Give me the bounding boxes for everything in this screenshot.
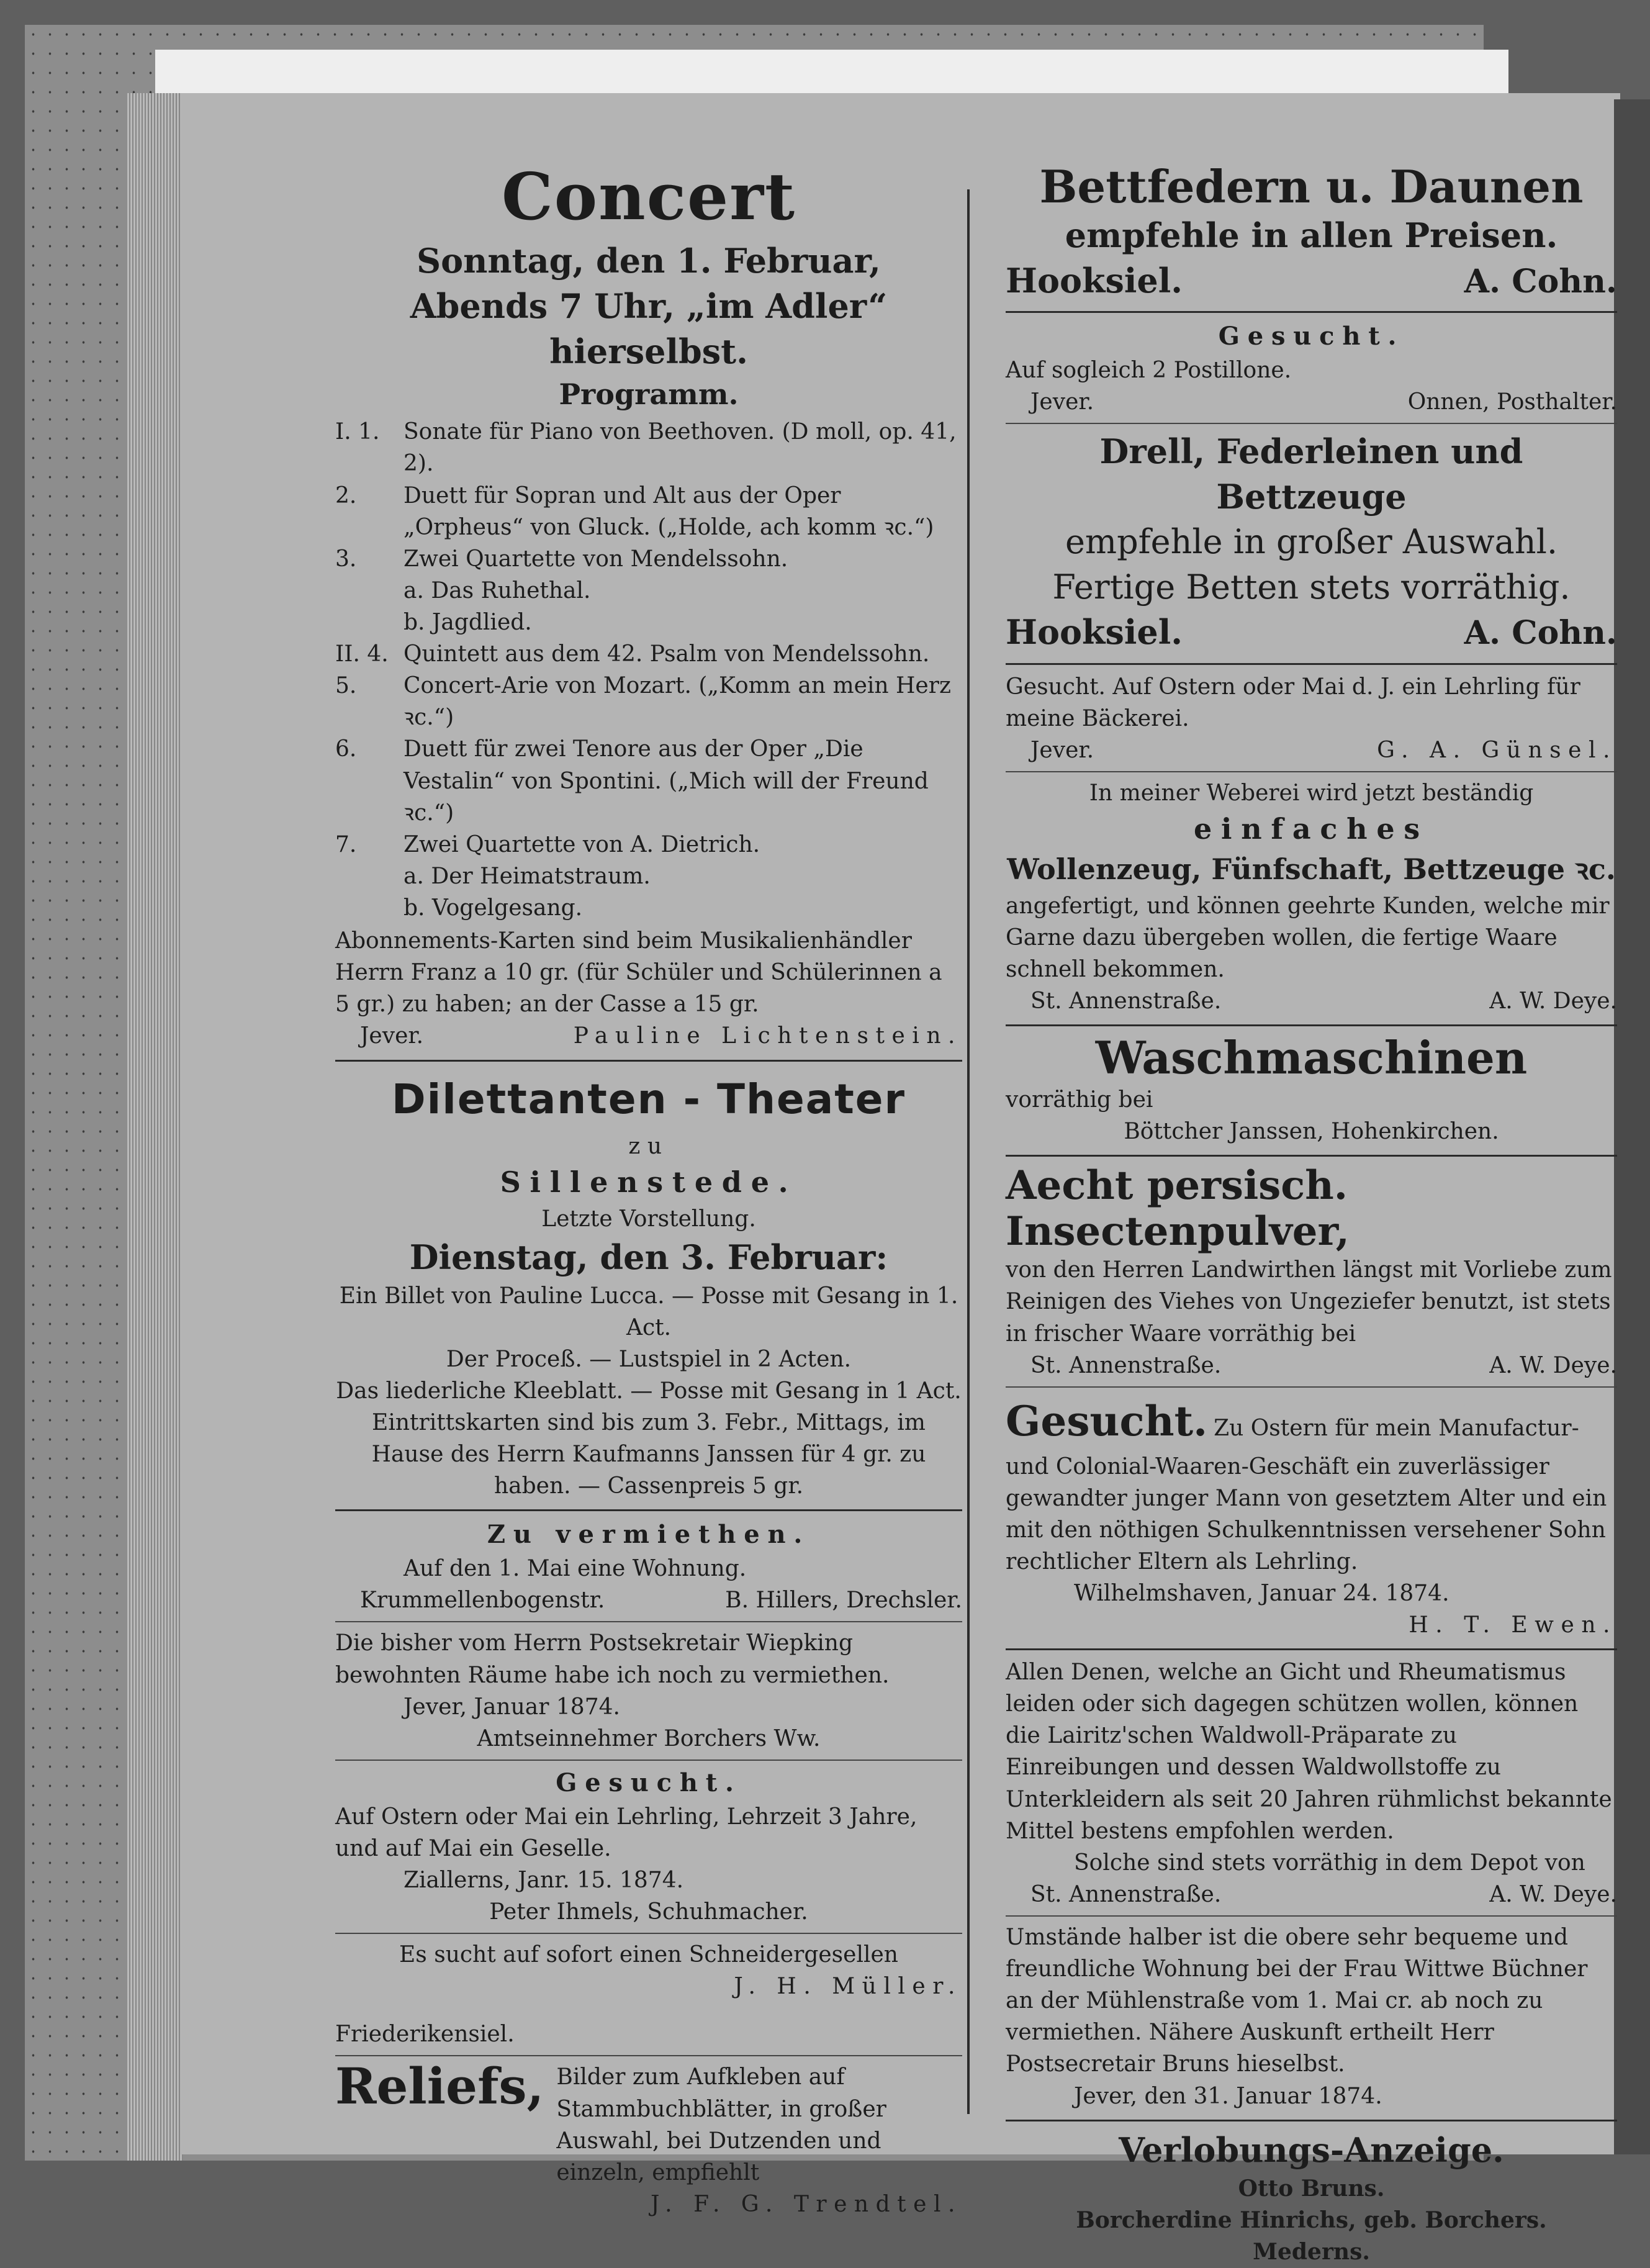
baeckerei-ad: [1006, 671, 1617, 766]
program-item: II. 4. Quintett aus dem 42. Psalm von Mendelssohn.: [335, 641, 930, 667]
insectenpulver-signature: St. Annenstraße. A. W. Deye.: [1030, 1352, 1617, 1378]
divider: [335, 1621, 962, 1622]
divider: [335, 1933, 962, 1934]
ewen-text: Zu Ostern für mein Manufactur- und Colonial-Waaren-Geschäft ein zuverlässiger gewandter junger Mann von gesetztem Alter und ein mit den nöthigen Schulkenntnissen versehener Sohn rechtlicher Eltern als Lehrling.: [1006, 1415, 1607, 1574]
wanted-ad-2: [335, 1939, 962, 2050]
insectenpulver-ad: [1006, 1163, 1617, 1381]
theater-piece-3: Das liederliche Kleeblatt. — Posse mit Gesang in 1 Act.: [336, 1378, 962, 1404]
divider: [1006, 311, 1617, 313]
rent-ad-2: [335, 1627, 962, 1754]
verlobung-ad: [1006, 2128, 1617, 2268]
theater-tickets: Eintrittskarten sind bis zum 3. Febr., Mittags, im Hause des Herrn Kaufmanns Janssen für 4 gr. zu haben. — Cassenpreis 5 gr.: [371, 1410, 926, 1499]
wanted2-text: Es sucht auf sofort einen Schneidergesellen: [399, 1942, 898, 1968]
theater-ad: [335, 1070, 962, 1502]
weberei-ad: [1006, 777, 1617, 1017]
wanted1-heading: Gesucht.: [556, 1768, 742, 1797]
wanted2-name: J. H. Müller.: [734, 1974, 962, 2000]
program-item: 7. Zwei Quartette von A. Dietrich.: [335, 831, 760, 857]
gicht-ad: [1006, 1656, 1617, 1910]
theater-title: Dilettanten - Theater: [391, 1075, 906, 1123]
divider: [1006, 1155, 1617, 1157]
reliefs-name: J. F. G. Trendtel.: [651, 2191, 962, 2217]
divider: [335, 1760, 962, 1761]
rent2-name: Amtseinnehmer Borchers Ww.: [477, 1725, 821, 1751]
gicht-text: Allen Denen, welche an Gicht und Rheumatismus leiden oder sich dagegen schützen wollen, können die Lairitz'schen Waldwoll-Präparate zu Einreibungen und dessen Waldwollstoffe zu Unterkleidern als seit 20 Jahren rühmlichst bekannte Mittel bestens empfohlen werden.: [1006, 1660, 1612, 1844]
divider: [335, 2055, 962, 2056]
concert-signature: Jever. Pauline Lichtenstein.: [360, 1023, 962, 1049]
bettfedern-text: empfehle in allen Preisen.: [1065, 215, 1558, 255]
theater-last: Letzte Vorstellung.: [541, 1206, 756, 1232]
postillone-ad: [1006, 319, 1617, 418]
weberei-text: angefertigt, und können geehrte Kunden, welche mir Garne dazu übergeben wollen, die fertige Waare schnell bekommen.: [1006, 893, 1610, 982]
theater-zu: zu: [628, 1134, 669, 1160]
concert-time: Abends 7 Uhr, „im Adler“: [410, 286, 888, 327]
ewen-date: Wilhelmshaven, Januar 24. 1874.: [1074, 1580, 1449, 1606]
rent-text: Auf den 1. Mai eine Wohnung.: [403, 1556, 747, 1582]
reliefs-text: Bilder zum Aufkleben auf Stammbuchblätter, in großer Auswahl, bei Dutzenden und einzeln, empfiehlt: [556, 2064, 886, 2185]
divider: [1006, 423, 1617, 424]
concert-place: hierselbst.: [549, 332, 748, 372]
wohnung-date: Jever, den 31. Januar 1874.: [1074, 2083, 1382, 2109]
divider: [1006, 771, 1617, 772]
waschmaschinen-title: Waschmaschinen: [1095, 1031, 1528, 1085]
divider: [1006, 2120, 1617, 2121]
program-item: 3. Zwei Quartette von Mendelssohn.: [335, 546, 788, 572]
divider: [1006, 1386, 1617, 1388]
right-column: [1006, 161, 1617, 2268]
drell-ad: [1006, 429, 1617, 656]
left-column: [335, 158, 962, 2220]
drell-title-2: Bettzeuge: [1216, 476, 1407, 517]
ewen-name: H. T. Ewen.: [1409, 1612, 1617, 1638]
divider: [1006, 663, 1617, 665]
rent-signature: Krummellenbogenstr. B. Hillers, Drechsler.: [360, 1588, 962, 1614]
weberei-head-2: Wollenzeug, Fünfschaft, Bettzeuge ꝛc.: [1007, 852, 1616, 887]
program-item: 5. Concert-Arie von Mozart. („Komm an mein Herz ꝛc.“): [335, 673, 951, 731]
column-divider: [967, 189, 970, 2114]
postillone-signature: Jever. Onnen, Posthalter.: [1030, 389, 1617, 415]
reliefs-ad: [335, 2057, 962, 2220]
theater-piece-2: Der Proceß. — Lustspiel in 2 Acten.: [446, 1346, 852, 1372]
divider: [335, 1060, 962, 1062]
divider: [1006, 1024, 1617, 1026]
theater-piece-1: Ein Billet von Pauline Lucca. — Posse mit Gesang in 1. Act.: [339, 1283, 958, 1340]
weberei-head-1: einfaches: [1194, 812, 1429, 846]
page-edges: [127, 93, 183, 2161]
rent-ad-1: [335, 1517, 962, 1616]
wanted2-place: Friederikensiel.: [335, 2022, 515, 2048]
divider: [1006, 1915, 1617, 1917]
rent2-text: Die bisher vom Herrn Postsekretair Wiepking bewohnten Räume habe ich noch zu vermiethen.: [335, 1630, 890, 1688]
drell-text: empfehle in großer Auswahl. Fertige Betten stets vorräthig.: [1052, 522, 1571, 607]
verlobung-place: Mederns.: [1253, 2238, 1370, 2265]
insectenpulver-title: Aecht persisch. Insectenpulver,: [1006, 1162, 1350, 1255]
bettfedern-title: Bettfedern u. Daunen: [1039, 160, 1584, 213]
verlobung-name-2: Borcherdine Hinrichs, geb. Borchers.: [1076, 2207, 1547, 2233]
waschmaschinen-ad: [1006, 1032, 1617, 1147]
program-item: 2. Duett für Sopran und Alt aus der Oper „Orpheus“ von Gluck. („Holde, ach komm ꝛc.“): [335, 482, 934, 540]
bettfedern-ad: [1006, 161, 1617, 304]
wohnung-ad: [1006, 1922, 1617, 2112]
waschmaschinen-text: vorräthig bei: [1006, 1087, 1153, 1113]
gicht-signature: St. Annenstraße. A. W. Deye.: [1030, 1881, 1617, 1907]
verlobung-name-1: Otto Bruns.: [1238, 2175, 1385, 2202]
rent2-date: Jever, Januar 1874.: [403, 1694, 620, 1720]
drell-title-1: Drell, Federleinen und: [1099, 431, 1523, 471]
binding-shadow: [1614, 99, 1650, 2154]
concert-tickets: Abonnements-Karten sind beim Musikalienhändler Herrn Franz a 10 gr. (für Schüler und Schülerinnen a 5 gr.) zu haben; an der Casse a 15 gr.: [335, 928, 942, 1018]
verlobung-title: Verlobungs-Anzeige.: [1119, 2130, 1504, 2170]
divider: [335, 1509, 962, 1511]
concert-title: Concert: [501, 158, 796, 235]
ewen-ad: [1006, 1393, 1617, 1641]
baeckerei-signature: Jever. G. A. Günsel.: [1030, 737, 1617, 763]
program-item: a. Das Ruhethal.: [403, 577, 591, 603]
concert-date: Sonntag, den 1. Februar,: [417, 241, 881, 281]
paper-strip: [155, 50, 1508, 93]
bettfedern-signature: Hooksiel. A. Cohn.: [1006, 260, 1617, 300]
wanted1-text: Auf Ostern oder Mai ein Lehrling, Lehrzeit 3 Jahre, und auf Mai ein Geselle.: [335, 1804, 917, 1861]
program-heading: Programm.: [559, 377, 739, 412]
concert-ad: [335, 158, 962, 1052]
reliefs-block: [335, 2057, 962, 2188]
divider: [1006, 1648, 1617, 1650]
wanted1-date: Ziallerns, Janr. 15. 1874.: [403, 1867, 684, 1893]
wohnung-text: Umstände halber ist die obere sehr bequeme und freundliche Wohnung bei der Frau Wittwe Büchner an der Mühlenstraße vom 1. Mai cr. ab noch zu vermiethen. Nähere Auskunft ertheilt Herr Postsecretair Bruns hieselbst.: [1006, 1925, 1588, 2077]
reliefs-word: Reliefs,: [335, 2057, 544, 2116]
rent-heading: Zu vermiethen.: [487, 1520, 811, 1550]
wanted-ad-1: [335, 1766, 962, 1928]
baeckerei-text: Gesucht. Auf Ostern oder Mai d. J. ein Lehrling für meine Bäckerei.: [1006, 674, 1580, 731]
ewen-heading: Gesucht.: [1006, 1396, 1208, 1445]
theater-date: Dienstag, den 3. Februar:: [409, 1237, 888, 1277]
theater-place: Sillenstede.: [500, 1165, 798, 1200]
ewen-body: [1006, 1393, 1617, 1578]
program-item: a. Der Heimatstraum.: [403, 863, 651, 889]
postillone-heading: Gesucht.: [1218, 321, 1405, 351]
waschmaschinen-name: Böttcher Janssen, Hohenkirchen.: [1124, 1119, 1499, 1145]
weberei-signature: St. Annenstraße. A. W. Deye.: [1030, 988, 1617, 1014]
program-list: [335, 416, 962, 924]
program-item: I. 1. Sonate für Piano von Beethoven. (D moll, op. 41, 2).: [335, 419, 957, 477]
wanted1-name: Peter Ihmels, Schuhmacher.: [489, 1899, 808, 1925]
program-item: b. Vogelgesang.: [403, 895, 583, 921]
postillone-text: Auf sogleich 2 Postillone.: [1006, 357, 1292, 383]
drell-signature: Hooksiel. A. Cohn.: [1006, 612, 1617, 653]
weberei-intro: In meiner Weberei wird jetzt beständig: [1089, 780, 1534, 806]
insectenpulver-text: von den Herren Landwirthen längst mit Vorliebe zum Reinigen des Viehes von Ungeziefer benutzt, ist stets in frischer Waare vorräthig bei: [1006, 1257, 1612, 1347]
gicht-text-2: Solche sind stets vorräthig in dem Depot von: [1074, 1850, 1585, 1876]
program-item: 6. Duett für zwei Tenore aus der Oper „Die Vestalin“ von Spontini. („Mich will der Freund ꝛc.“): [335, 736, 929, 826]
program-item: b. Jagdlied.: [403, 610, 532, 636]
